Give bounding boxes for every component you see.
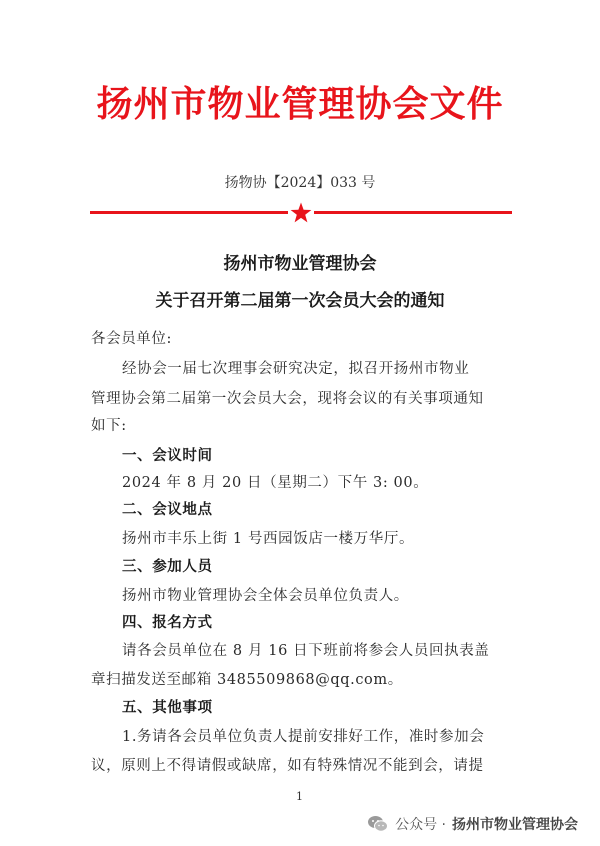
salutation: 各会员单位:	[91, 331, 172, 347]
red-divider-right	[314, 211, 512, 214]
intro-line: 经协会一届七次理事会研究决定，拟召开扬州市物业	[122, 361, 470, 377]
footer-account-name: 扬州市物业管理协会	[452, 817, 578, 833]
section-heading-attendees: 三、参加人员	[122, 558, 213, 575]
document-number: 扬物协【2024】033 号	[224, 175, 376, 191]
section-heading-location: 二、会议地点	[122, 501, 213, 518]
section-text-other: 1.务请各会员单位负责人提前安排好工作，准时参加会	[122, 729, 485, 745]
intro-line: 如下:	[91, 418, 127, 434]
section-text-registration: 章扫描发送至邮箱 3485509868@qq.com。	[91, 672, 403, 688]
red-divider-left	[90, 211, 288, 214]
section-text-attendees: 扬州市物业管理协会全体会员单位负责人。	[122, 588, 409, 604]
document-header-title: 扬州市物业管理协会文件	[96, 83, 504, 125]
page-number: 1	[296, 790, 303, 803]
section-heading-registration: 四、报名方式	[122, 614, 213, 631]
section-text-registration: 请各会员单位在 8 月 16 日下班前将参会人员回执表盖	[122, 643, 490, 659]
footer-prefix: 公众号 ·	[395, 817, 446, 833]
watermark-footer	[367, 812, 578, 836]
notice-subject-title: 关于召开第二届第一次会员大会的通知	[155, 291, 445, 311]
intro-line: 管理协会第二届第一次会员大会，现将会议的有关事项通知	[91, 391, 484, 407]
wechat-icon	[367, 815, 389, 833]
section-text-location: 扬州市丰乐上街 1 号西园饭店一楼万华厅。	[122, 531, 415, 547]
section-text-other: 议，原则上不得请假或缺席，如有特殊情况不能到会，请提	[91, 758, 484, 774]
section-heading-time: 一、会议时间	[122, 447, 213, 464]
red-star-icon	[289, 201, 313, 225]
section-heading-other: 五、其他事项	[122, 699, 213, 716]
section-text-time: 2024 年 8 月 20 日（星期二）下午 3: 00。	[122, 475, 429, 491]
notice-org-title: 扬州市物业管理协会	[223, 254, 377, 274]
